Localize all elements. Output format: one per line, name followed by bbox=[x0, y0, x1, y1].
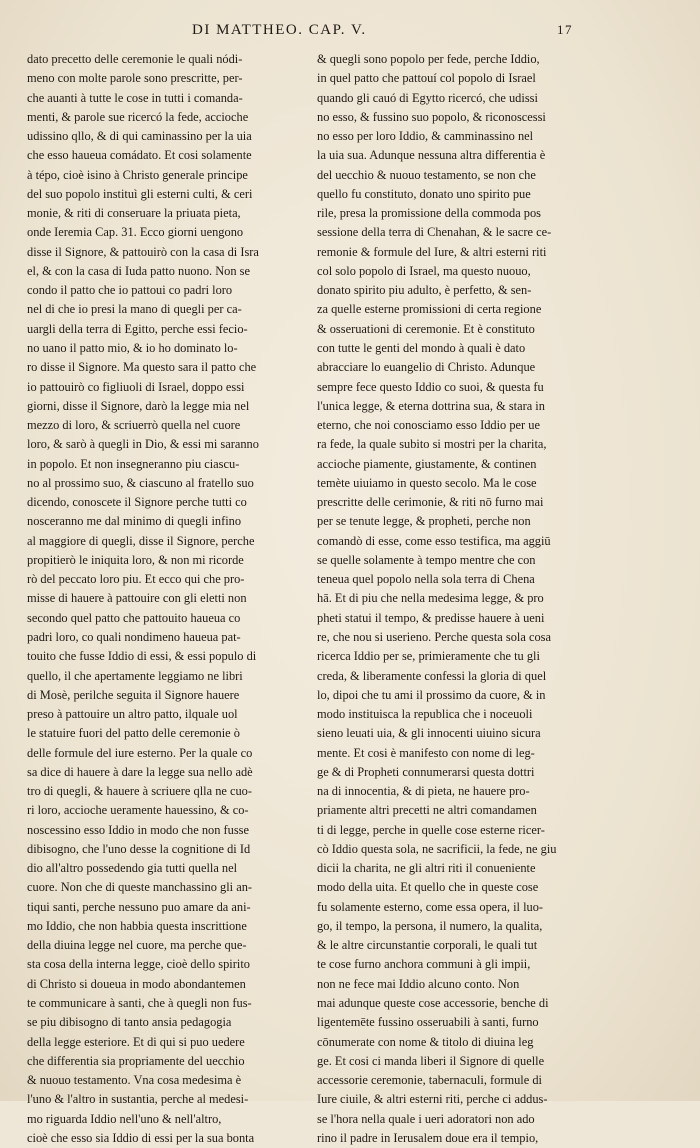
right-column-line: dicii la charita, ne gli altri riti il conueniente bbox=[317, 861, 536, 876]
left-column-line: menti, & parole sue ricercó la fede, accioche bbox=[27, 109, 249, 124]
left-column-line: padri loro, co quali nondimeno haueua pat- bbox=[27, 629, 241, 644]
right-column-line: abracciare lo euangelio di Christo. Adunque bbox=[317, 360, 536, 375]
right-column-line: hā. Et di piu che nella medesima legge, & pro bbox=[317, 591, 544, 606]
right-column-line: cò Iddio questa sola, ne sacrificii, la fede, ne giu bbox=[317, 841, 557, 856]
left-column-line: & nuouo testamento. Vna cosa medesima è bbox=[27, 1073, 242, 1088]
left-column-line: tiqui santi, perche nessuno puo amare da ani- bbox=[27, 899, 251, 914]
right-column-line: Iure ciuile, & altri esterni riti, perche ci addus- bbox=[317, 1092, 548, 1107]
left-column-line: propitierò le iniquita loro, & non mi ricorde bbox=[27, 552, 244, 567]
running-head bbox=[192, 22, 612, 48]
left-column-line: noscessino esso Iddio in modo che non fusse bbox=[27, 822, 249, 837]
left-column-line: mezzo di loro, & scriuerrò quella nel cuore bbox=[27, 418, 241, 433]
right-column-line: mente. Et cosi è manifesto con nome di leg- bbox=[317, 745, 535, 760]
left-column-line: mo riguarda Iddio nell'uno & nell'altro, bbox=[27, 1111, 222, 1126]
right-column-line: na di innocentia, & di pieta, ne hauere pro- bbox=[317, 784, 530, 799]
right-column-line: donato spirito piu adulto, è perfetto, & sen- bbox=[317, 283, 532, 298]
left-column-line: sa dice di hauere à dare la legge sua nello adè bbox=[27, 764, 253, 779]
right-column-line: te cose furno anchora communi à gli impii, bbox=[317, 957, 531, 972]
page-number: 17 bbox=[557, 22, 573, 37]
right-column-line: re, che nou si userieno. Perche questa sola cosa bbox=[317, 629, 551, 644]
left-column-line: te communicare à santi, che à quegli non fus- bbox=[27, 996, 252, 1011]
right-column-line: creda, & liberamente confessi la gloria di quel bbox=[317, 668, 547, 683]
left-column-line: della legge esteriore. Et di qui si puo uedere bbox=[27, 1034, 245, 1049]
right-column-line: ti di legge, perche in quelle cose esterne ricer- bbox=[317, 822, 545, 837]
right-column-line: mai adunque queste cose accessorie, benche di bbox=[317, 996, 549, 1011]
left-column-line: del suo popolo instituì gli esterni culti, & ceri bbox=[27, 186, 253, 201]
right-column-line: sieno leuati uia, & gli innocenti uiuino sicura bbox=[317, 726, 541, 741]
right-column-line: prescritte delle cerimonie, & riti nō furno mai bbox=[317, 495, 544, 510]
right-column-line: accessorie ceremonie, tabernaculi, formule di bbox=[317, 1073, 542, 1088]
right-text-column bbox=[317, 50, 583, 1148]
left-column-line: dicendo, conoscete il Signore perche tutti co bbox=[27, 495, 247, 510]
left-column-line: ri loro, accioche ueramente hauessino, & co- bbox=[27, 803, 249, 818]
left-column-line: onde Ieremia Cap. 31. Ecco giorni uengono bbox=[27, 225, 244, 240]
left-column-line: quello, il che apertamente leggiamo ne libri bbox=[27, 668, 243, 683]
left-column-line: di Christo si doueua in modo abondantemen bbox=[27, 976, 246, 991]
left-column-line: che esso haueua comádato. Et cosi solamente bbox=[27, 148, 252, 163]
right-column-line: con tutte le genti del mondo à quali è dato bbox=[317, 340, 526, 355]
left-column-line: secondo quel patto che pattouito haueua co bbox=[27, 610, 241, 625]
left-column-line: preso à pattouire un altro patto, ilquale uol bbox=[27, 707, 238, 722]
left-column-line: al maggiore di quegli, disse il Signore, perche bbox=[27, 533, 255, 548]
right-column-line: & quegli sono popolo per fede, perche Iddio, bbox=[317, 52, 540, 66]
left-column-line: che auanti à tutte le cose in tutti i comanda- bbox=[27, 90, 243, 105]
left-column-line: no al prossimo suo, & ciascuno al fratello suo bbox=[27, 475, 254, 490]
left-column-line: delle formule del iure esterno. Per la quale co bbox=[27, 745, 253, 760]
left-column-line: sta cosa della interna legge, cioè dello spirito bbox=[27, 957, 250, 972]
left-column-line: che differentia sia propriamente del uecchio bbox=[27, 1053, 245, 1068]
right-column-line: sempre fece questo Iddio co suoi, & questa fu bbox=[317, 379, 544, 394]
left-column-line: cuore. Non che di queste manchassino gli an- bbox=[27, 880, 253, 895]
left-column-line: disse il Signore, & pattouirò con la casa di Isra bbox=[27, 244, 259, 259]
right-column-line: ra fede, la quale subito si mostri per la charita, bbox=[317, 437, 547, 452]
right-column-line: la uia sua. Adunque nessuna altra differentia è bbox=[317, 148, 546, 163]
right-column-line: no esso per loro Iddio, & camminassino nel bbox=[317, 129, 534, 144]
right-column-line: za quelle esterne promissioni di certa regione bbox=[317, 302, 542, 317]
left-column-line: io pattouirò co figliuoli di Israel, doppo essi bbox=[27, 379, 245, 394]
left-column-line: cioè che esso sia Iddio di essi per la sua bonta bbox=[27, 1130, 255, 1145]
right-column-line: remonie & formule del Iure, & altri esterni riti bbox=[317, 244, 547, 259]
left-column-line: misse di hauere à pattouire con gli eletti non bbox=[27, 591, 247, 606]
right-column-line: col solo popolo di Israel, ma questo nuouo, bbox=[317, 263, 531, 278]
left-column-line: mo Iddio, che non habbia questa inscrittione bbox=[27, 918, 247, 933]
right-column-line: se l'hora nella quale i ueri adoratori non ado bbox=[317, 1111, 535, 1126]
left-column-line: touito che fusse Iddio di essi, & essi populo di bbox=[27, 649, 257, 664]
right-column-line: priamente altri precetti ne altri comandamen bbox=[317, 803, 537, 818]
left-column-line: rò del peccato loro piu. Et ecco qui che pro- bbox=[27, 572, 245, 587]
right-column-line: sessione della terra di Chenahan, & le sacre ce- bbox=[317, 225, 552, 240]
left-column-line: uargli della terra di Egitto, perche essi fecio- bbox=[27, 321, 248, 336]
right-column-line: ge & di Propheti connumerarsi questa dottri bbox=[317, 764, 535, 779]
left-column-line: nosceranno me dal minimo di quegli infino bbox=[27, 514, 242, 529]
left-column-line: à tépo, cioè isino à Christo generale principe bbox=[27, 167, 248, 182]
left-column-line: se piu dibisogno di tanto ansia pedagogia bbox=[27, 1015, 232, 1030]
library-stamp-mark bbox=[36, 972, 116, 990]
right-column-line: del uecchio & nuouo testamento, se non che bbox=[317, 167, 536, 182]
left-column-line: condo il patto che io pattoui co padri loro bbox=[27, 283, 233, 298]
right-column-line: ligentemēte fussino osseruabili à santi, furno bbox=[317, 1015, 539, 1030]
left-column-line: monie, & riti di conseruare la priuata pieta, bbox=[27, 206, 241, 221]
running-head-title: DI MATTHEO. CAP. V. bbox=[192, 22, 367, 38]
left-column-line: giorni, disse il Signore, darò la legge mia nel bbox=[27, 398, 250, 413]
right-column-line: & le altre circunstantie corporali, le quali tut bbox=[317, 938, 538, 953]
right-column-line: accioche piamente, giustamente, & continen bbox=[317, 456, 537, 471]
left-column-line: della diuina legge nel cuore, ma perche que- bbox=[27, 938, 247, 953]
right-column-line: non ne fece mai Iddio alcuno conto. Non bbox=[317, 976, 520, 991]
right-column-line: eterno, che noi conosciamo esso Iddio per ue bbox=[317, 418, 540, 433]
right-column-line: no esso, & fussino suo popolo, & riconoscessi bbox=[317, 109, 546, 124]
right-column-line: in quel patto che pattouí col popolo di Israel bbox=[317, 71, 536, 86]
right-column-line: rile, presa la promissione della commoda pos bbox=[317, 206, 542, 221]
left-column-line: in popolo. Et non insegneranno piu ciascu- bbox=[27, 456, 240, 471]
right-column-line: modo della uita. Et quello che in queste cose bbox=[317, 880, 539, 895]
left-column-line: l'uno & l'altro in sustantia, perche al medesi- bbox=[27, 1092, 249, 1107]
left-column-line: no uano il patto mio, & io ho dominato lo- bbox=[27, 340, 238, 355]
right-column-line: comandò di esse, come esso testifica, ma aggiū bbox=[317, 533, 551, 548]
left-column-line: meno con molte parole sono prescritte, per- bbox=[27, 71, 243, 86]
right-column-line: se quelle solamente à tempo mentre che con bbox=[317, 552, 536, 567]
right-column-line: quando gli cauó di Egytto ricercó, che udissi bbox=[317, 90, 538, 105]
right-column-line: ge. Et cosi ci manda liberi il Signore di quelle bbox=[317, 1053, 545, 1068]
right-column-line: lo, dipoi che tu ami il prossimo da cuore, & in bbox=[317, 687, 546, 702]
right-column-line: ricerca Iddio per se, primieramente che tu gli bbox=[317, 649, 540, 664]
left-column-line: di Mosè, perilche seguita il Signore hauere bbox=[27, 687, 240, 702]
right-column-line: temète uiuiamo in questo secolo. Ma le cose bbox=[317, 475, 537, 490]
right-column-line: rino il padre in Ierusalem doue era il tempio, bbox=[317, 1130, 539, 1145]
left-column-line: dio all'altro possedendo gia tutti quella nel bbox=[27, 861, 238, 876]
left-column-line: udissino qllo, & di qui caminassino per la uia bbox=[27, 129, 252, 144]
right-column-line: fu solamente esterno, come essa opera, il luo- bbox=[317, 899, 544, 914]
right-column-line: & osseruationi di ceremonie. Et è constituto bbox=[317, 321, 535, 336]
left-column-line: el, & con la casa di Iuda patto nuono. Non se bbox=[27, 263, 250, 278]
right-column-line: per se tenute legge, & propheti, perche non bbox=[317, 514, 531, 529]
left-column-line: le statuire fuori del patto delle ceremonie ò bbox=[27, 726, 240, 741]
left-column-line: loro, & sarò à quegli in Dio, & essi mi saranno bbox=[27, 437, 259, 452]
right-column-line: modo instituisca la republica che i noceuoli bbox=[317, 707, 533, 722]
right-column-line: cōnumerate con nome & titolo di diuina leg bbox=[317, 1034, 534, 1049]
left-column-line: dato precetto delle ceremonie le quali nódi- bbox=[27, 52, 243, 66]
left-column-line: nel di che io presi la mano di quegli per ca- bbox=[27, 302, 242, 317]
right-column-line: quello fu constituto, donato uno spirito pue bbox=[317, 186, 531, 201]
right-column-line: teneua quel popolo nella sola terra di Chena bbox=[317, 572, 535, 587]
left-column-line: dibisogno, che l'uno desse la cognitione di Id bbox=[27, 841, 251, 856]
right-column-line: l'unica legge, & eterna dottrina sua, & stara in bbox=[317, 398, 545, 413]
right-column-line: go, il tempo, la persona, il numero, la qualita, bbox=[317, 918, 543, 933]
right-column-line: pheti statui il tempo, & predisse hauere à ueni bbox=[317, 610, 545, 625]
left-column-line: tro di quegli, & hauere à scriuere qlla ne cuo- bbox=[27, 784, 253, 799]
left-column-line: ro disse il Signore. Ma questo sara il patto che bbox=[27, 360, 257, 375]
